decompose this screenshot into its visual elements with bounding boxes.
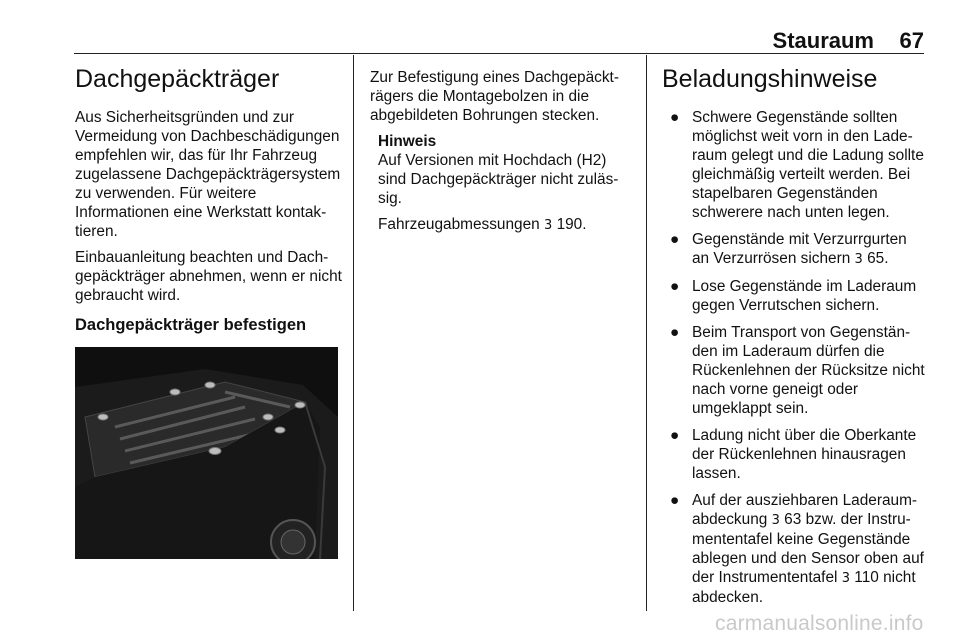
bullet-icon: ● xyxy=(670,278,680,295)
roof-rack-illustration xyxy=(75,347,338,559)
vehicle-dimensions-ref: Fahrzeugabmessungen 3 190. xyxy=(378,216,587,233)
section-title: Stauraum xyxy=(772,28,874,53)
mounting-instructions: Zur Befestigung eines Dachgepäckträgers die Montagebolzen in die abgebildeten Bohrungen stecken. xyxy=(370,69,619,124)
list-item: ● Gegenstände mit Verzurrgurten an Verzurrösen sichern 3 65. xyxy=(670,231,907,267)
bullet-icon: ● xyxy=(670,427,680,444)
note-text: Auf Versionen mit Hochdach (H2) sind Dachgepäckträger nicht zulässig. xyxy=(378,152,619,207)
roof-rack-mounting-heading: Dachgepäckträger befestigen xyxy=(75,316,307,334)
roof-rack-removal-note: Einbauanleitung beachten und Dachgepäckträger abnehmen, wenn er nicht gebraucht wird. xyxy=(75,249,342,304)
column-middle xyxy=(370,58,632,242)
list-item: ● Beim Transport von Gegenständen im Laderaum dürfen die Rückenlehnen der Rücksitze nicht nach vorne geneigt oder umgeklappt sein. xyxy=(670,324,925,417)
cross-reference-icon: 3 xyxy=(771,513,780,528)
page-link[interactable]: 65. xyxy=(867,250,889,267)
column-right xyxy=(662,58,926,615)
note-box xyxy=(378,132,632,235)
loading-tips-list xyxy=(662,108,926,607)
column-left xyxy=(75,58,343,559)
page-link[interactable]: 110 xyxy=(854,569,879,586)
bullet-icon: ● xyxy=(670,231,680,248)
bullet-icon: ● xyxy=(670,109,680,126)
bullet-icon: ● xyxy=(670,492,680,509)
header-divider xyxy=(74,53,924,54)
loading-heading: Beladungshinweise xyxy=(662,65,878,93)
list-item: ● Lose Gegenstände im Laderaum gegen Verrutschen sichern. xyxy=(670,278,917,314)
roof-rack-heading: Dachgepäckträger xyxy=(75,65,280,93)
list-item: ● Ladung nicht über die Oberkante der Rückenlehnen hinausragen lassen. xyxy=(670,427,917,482)
watermark: carmanualsonline.info xyxy=(715,612,924,635)
column-divider-2 xyxy=(646,55,647,611)
list-item: ● Auf der ausziehbaren Laderaumabdeckung 3 63 bzw. der Instrumententafel keine Gegenstände ablegen und den Sensor oben auf der Instrumententafel 3 110 nicht abdecken. xyxy=(670,492,924,606)
page-link[interactable]: 63 xyxy=(784,511,802,528)
note-title: Hinweis xyxy=(378,133,437,150)
dimensions-page-link[interactable]: 190. xyxy=(556,216,587,233)
bullet-icon: ● xyxy=(670,324,680,341)
roof-rack-intro: Aus Sicherheitsgründen und zur Vermeidung von Dachbeschädigungen empfehlen wir, das für Ihr Fahrzeug zugelassene Dachgepäckträgersystem zu verwenden. Für weitere Informationen eine Werkstatt kontaktieren. xyxy=(75,109,341,240)
page-number: 67 xyxy=(899,28,924,53)
column-divider-1 xyxy=(353,55,354,611)
list-item: ● Schwere Gegenstände sollten möglichst weit vorn in den Laderaum gelegt und die Ladung sollte gleichmäßig verteilt werden. Bei stapelbaren Gegenständen schwerere nach unten legen. xyxy=(670,109,924,221)
cross-reference-icon: 3 xyxy=(854,252,863,267)
cross-reference-icon: 3 xyxy=(841,571,850,586)
cross-reference-icon: 3 xyxy=(544,218,553,233)
